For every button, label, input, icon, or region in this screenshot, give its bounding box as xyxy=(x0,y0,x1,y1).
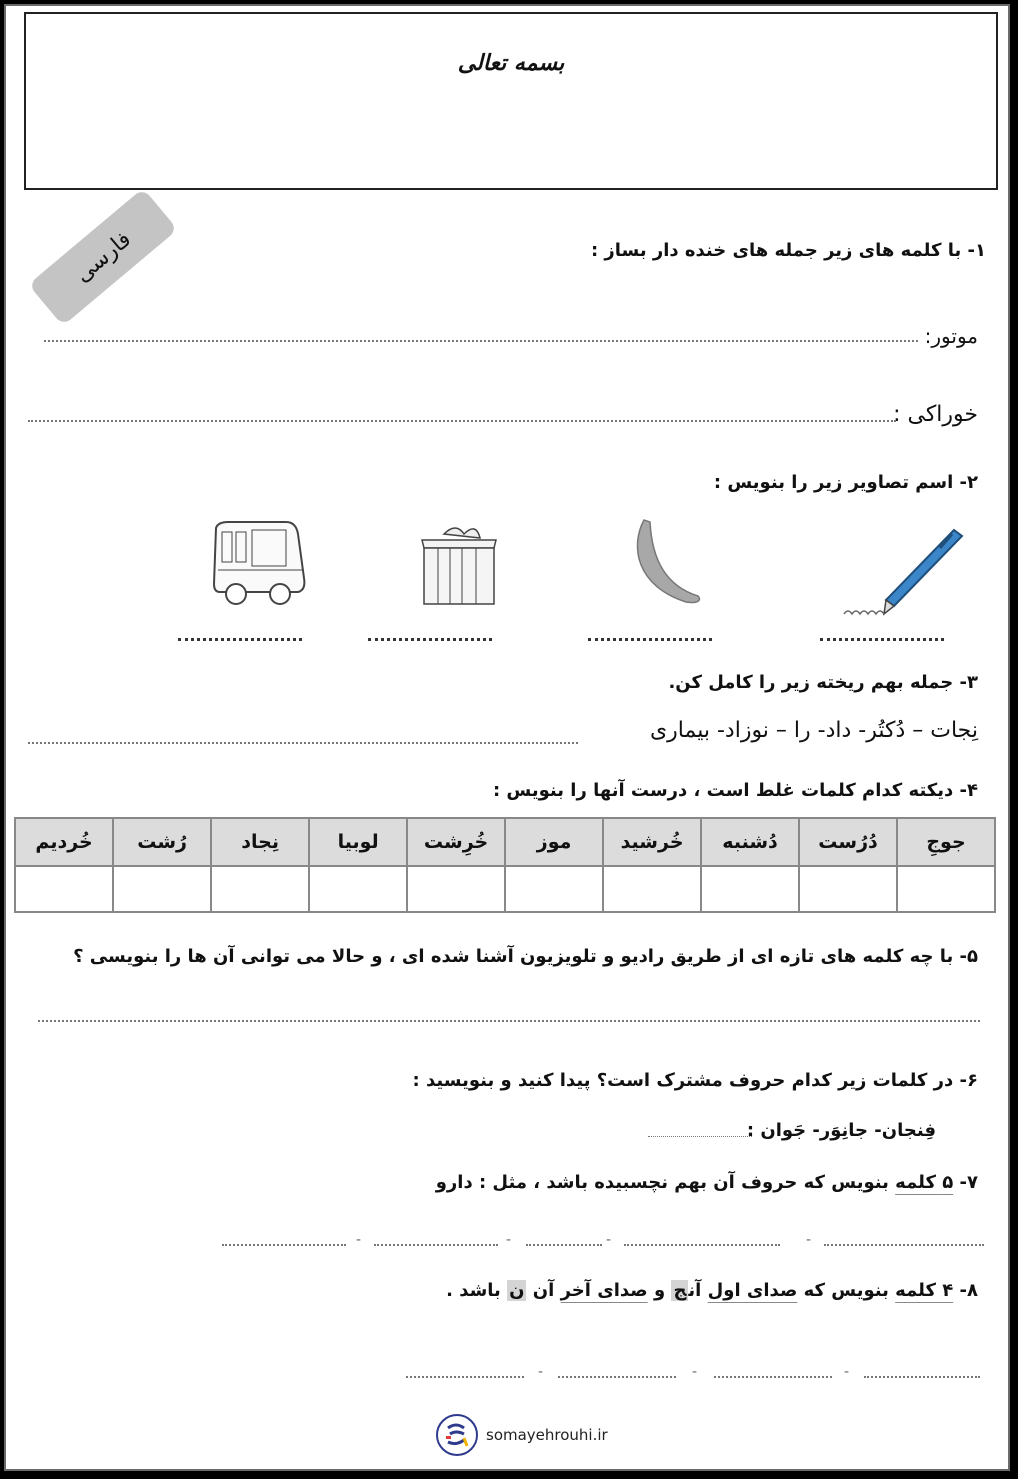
q8-answer-line-2[interactable] xyxy=(714,1376,832,1378)
q3-answer-line[interactable] xyxy=(28,742,578,744)
worksheet-page xyxy=(4,4,1010,1471)
dictation-word: دُرُست xyxy=(799,818,897,866)
q6-words: فِنجان- جانِوَر- جَوان : xyxy=(746,1120,936,1141)
q7-instruction: بنویس که حروف آن بهم نچسبیده باشد ، مثل : دارو xyxy=(435,1172,889,1193)
question-7-title xyxy=(436,1172,978,1193)
q8-text: آن xyxy=(688,1280,702,1301)
header-title: بسمه تعالی xyxy=(457,50,565,76)
banana-icon xyxy=(626,516,716,608)
q8-text: بنویس که xyxy=(803,1280,889,1301)
answer-cell[interactable] xyxy=(309,866,407,912)
separator: - xyxy=(538,1364,544,1380)
q8-count: ۴ کلمه xyxy=(895,1280,954,1301)
q7-answer-line-1[interactable] xyxy=(824,1244,984,1246)
q8-first-sound: صدای اول xyxy=(707,1280,798,1301)
question-1-title: ۱- با کلمه های زیر جمله های خنده دار بساز : xyxy=(590,240,986,261)
dictation-word: لوبیا xyxy=(309,818,407,866)
q1-item-snack: خوراکی : xyxy=(893,402,978,427)
q3-scrambled-words: نِجات – دُکتُر- داد- را – نوزاد- بیماری xyxy=(649,718,978,743)
separator: - xyxy=(806,1232,812,1248)
separator: - xyxy=(844,1364,850,1380)
dictation-word: دُشنبه xyxy=(701,818,799,866)
dictation-answers-row xyxy=(15,866,995,912)
q1-item-motor: موتور: xyxy=(924,324,978,348)
answer-cell[interactable] xyxy=(15,866,113,912)
answer-cell[interactable] xyxy=(407,866,505,912)
answer-cell[interactable] xyxy=(799,866,897,912)
q2-answer-line-pen[interactable] xyxy=(820,638,944,641)
q7-answer-line-5[interactable] xyxy=(222,1244,346,1246)
question-8-title xyxy=(446,1280,978,1301)
q1-answer-line-1[interactable] xyxy=(44,340,918,342)
q8-last-sound: صدای آخر xyxy=(560,1280,648,1301)
q8-answer-line-4[interactable] xyxy=(406,1376,524,1378)
dictation-words-row xyxy=(15,818,995,866)
q7-count: ۵ کلمه xyxy=(895,1172,954,1193)
question-6-title: ۶- در کلمات زیر کدام حروف مشترک است؟ پیدا کنید و بنویسید : xyxy=(412,1070,978,1091)
q8-answer-line-3[interactable] xyxy=(558,1376,676,1378)
answer-cell[interactable] xyxy=(897,866,995,912)
site-url[interactable]: somayehrouhi.ir xyxy=(486,1426,608,1444)
question-5-title: ۵- با چه کلمه های تازه ای از طریق رادیو و تلویزیون آشنا شده ای ، و حالا می توانی آن ها را بنویسی ؟ xyxy=(73,946,978,967)
q1-answer-line-2[interactable] xyxy=(28,420,896,422)
answer-cell[interactable] xyxy=(701,866,799,912)
q2-answer-line-gift[interactable] xyxy=(368,638,492,641)
answer-cell[interactable] xyxy=(113,866,211,912)
subject-badge: فارسی xyxy=(28,188,178,326)
answer-cell[interactable] xyxy=(211,866,309,912)
answer-cell[interactable] xyxy=(603,866,701,912)
q6-answer-line[interactable] xyxy=(648,1136,752,1137)
question-4-title: ۴- دیکته کدام کلمات غلط است ، درست آنها را بنویس : xyxy=(492,780,978,801)
footer xyxy=(436,1414,608,1456)
q7-answer-line-3[interactable] xyxy=(526,1244,602,1246)
gift-box-icon xyxy=(414,518,504,608)
dictation-word: خُرِشت xyxy=(407,818,505,866)
dictation-word: موز xyxy=(505,818,603,866)
pen-icon xyxy=(836,526,966,618)
separator: - xyxy=(506,1232,512,1248)
separator: - xyxy=(606,1232,612,1248)
q8-answer-line-1[interactable] xyxy=(864,1376,980,1378)
answer-cell[interactable] xyxy=(505,866,603,912)
dictation-word: خُردیم xyxy=(15,818,113,866)
q8-text: آن xyxy=(532,1280,555,1301)
header-box xyxy=(24,12,998,190)
question-3-title: ۳- جمله بهم ریخته زیر را کامل کن. xyxy=(668,672,978,693)
dictation-word: خُرشید xyxy=(603,818,701,866)
q7-answer-line-2[interactable] xyxy=(624,1244,780,1246)
q8-text: و xyxy=(653,1280,666,1301)
q7-number: ۷- xyxy=(959,1172,978,1193)
separator: - xyxy=(692,1364,698,1380)
dictation-table xyxy=(14,817,996,913)
q8-letter-nun: ن xyxy=(509,1280,525,1301)
separator: - xyxy=(356,1232,362,1248)
dictation-word: جوجِ xyxy=(897,818,995,866)
q2-answer-line-banana[interactable] xyxy=(588,638,712,641)
q8-number: ۸- xyxy=(959,1280,978,1301)
bus-icon xyxy=(206,518,316,610)
site-logo-icon xyxy=(436,1414,478,1456)
q5-answer-line[interactable] xyxy=(38,1020,980,1022)
q8-text: باشد . xyxy=(446,1280,501,1301)
dictation-word: نِجاد xyxy=(211,818,309,866)
question-2-title: ۲- اسم تصاویر زیر را بنویس : xyxy=(713,472,978,493)
dictation-word: رُشت xyxy=(113,818,211,866)
q7-answer-line-4[interactable] xyxy=(374,1244,498,1246)
q8-letter-jim: ج xyxy=(673,1280,687,1301)
q2-answer-line-bus[interactable] xyxy=(178,638,302,641)
